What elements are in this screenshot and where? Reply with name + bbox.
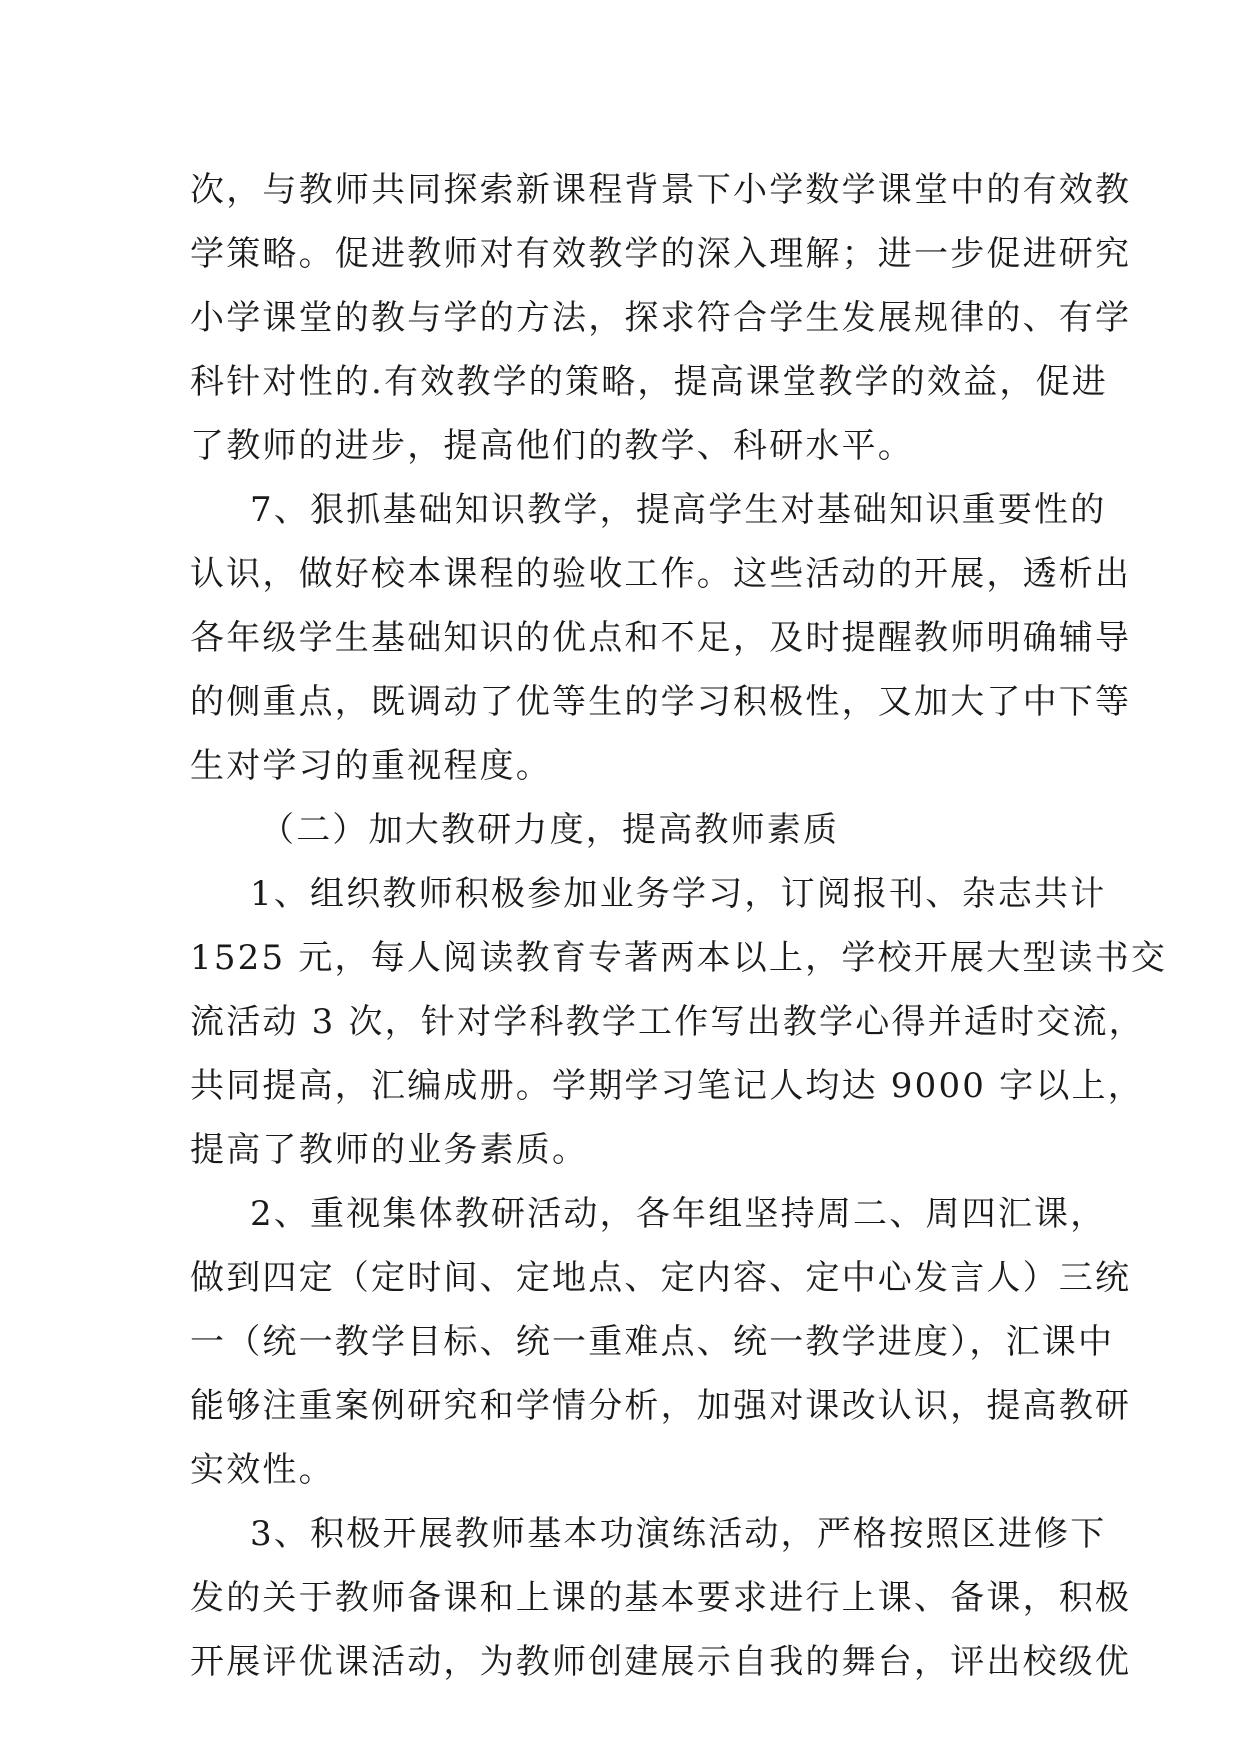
text-line-14: 流活动 3 次，针对学科教学工作写出教学心得并适时交流，: [190, 1002, 1145, 1042]
text-line-8: 各年级学生基础知识的优点和不足，及时提醒教师明确辅导: [190, 618, 1132, 658]
text-line-10: 生对学习的重视程度。: [190, 746, 552, 786]
text-line-1: 次，与教师共同探索新课程背景下小学数学课堂中的有效教: [190, 170, 1132, 210]
paragraph-7-start: 7、狠抓基础知识教学，提高学生对基础知识重要性的: [250, 490, 1107, 530]
text-line-3: 小学课堂的教与学的方法，探求符合学生发展规律的、有学: [190, 298, 1132, 338]
text-line-7: 认识，做好校本课程的验收工作。这些活动的开展，透析出: [190, 554, 1132, 594]
paragraph-2-start: 2、重视集体教研活动，各年组坚持周二、周四汇课，: [250, 1194, 1107, 1234]
text-line-18: 做到四定（定时间、定地点、定内容、定中心发言人）三统: [190, 1258, 1132, 1298]
paragraph-1-start: 1、组织教师积极参加业务学习，订阅报刊、杂志共计: [250, 874, 1107, 914]
text-line-16: 提高了教师的业务素质。: [190, 1130, 589, 1170]
section-heading: （二）加大教研力度，提高教师素质: [260, 810, 840, 850]
text-line-23: 发的关于教师备课和上课的基本要求进行上课、备课，积极: [190, 1578, 1132, 1618]
text-line-5: 了教师的进步，提高他们的教学、科研水平。: [190, 426, 914, 466]
text-line-9: 的侧重点，既调动了优等生的学习积极性，又加大了中下等: [190, 682, 1132, 722]
text-line-20: 能够注重案例研究和学情分析，加强对课改认识，提高教研: [190, 1386, 1132, 1426]
text-line-24: 开展评优课活动，为教师创建展示自我的舞台，评出校级优: [190, 1642, 1132, 1682]
text-line-4: 科针对性的.有效教学的策略，提高课堂教学的效益，促进: [190, 362, 1109, 402]
text-line-13: 1525 元，每人阅读教育专著两本以上，学校开展大型读书交: [190, 938, 1168, 978]
text-line-15: 共同提高，汇编成册。学期学习笔记人均达 9000 字以上，: [190, 1066, 1144, 1106]
text-line-19: 一（统一教学目标、统一重难点、统一教学进度），汇课中: [190, 1322, 1115, 1362]
paragraph-3-start: 3、积极开展教师基本功演练活动，严格按照区进修下: [250, 1514, 1107, 1554]
text-line-21: 实效性。: [190, 1450, 335, 1490]
text-line-2: 学策略。促进教师对有效教学的深入理解；进一步促进研究: [190, 234, 1132, 274]
